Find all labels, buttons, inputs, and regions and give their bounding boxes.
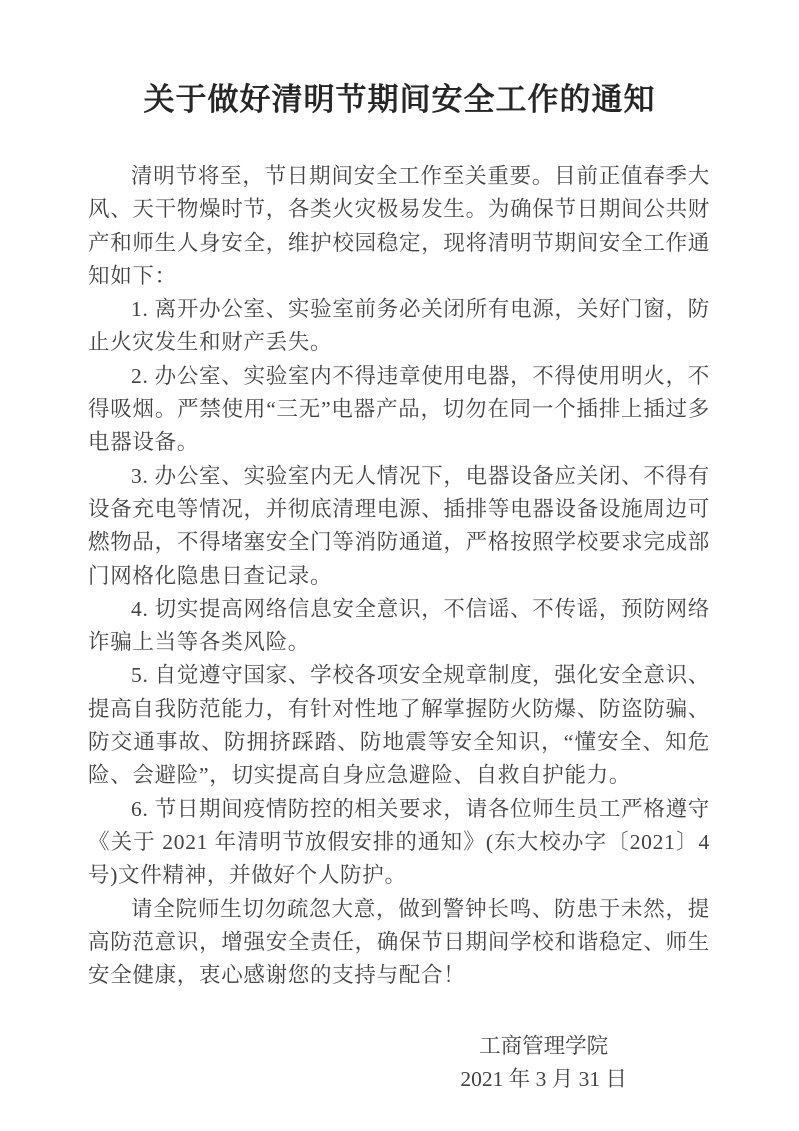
signature-unit: 工商管理学院 [479, 1034, 609, 1059]
notice-item-2: 2. 办公室、实验室内不得违章使用电器，不得使用明火，不得吸烟。严禁使用“三无”电器产品，切勿在同一个插排上插过多电器设备。 [88, 363, 710, 455]
notice-item-4: 4. 切实提高网络信息安全意识，不信谣、不传谣，预防网络诈骗上当等各类风险。 [88, 596, 710, 655]
notice-body [88, 160, 710, 992]
notice-item-5: 5. 自觉遵守国家、学校各项安全规章制度，强化安全意识、提高自我防范能力，有针对性地了解掌握防火防爆、防盗防骗、防交通事故、防拥挤踩踏、防地震等安全知识，“懂安全、知危险、会避险”，切实提高自身应急避险、自救自护能力。 [88, 663, 710, 788]
notice-title: 关于做好清明节期间安全工作的通知 [143, 82, 656, 117]
notice-item-3: 3. 办公室、实验室内无人情况下，电器设备应关闭、不得有设备充电等情况，并彻底清理电源、插排等电器设备设施周边可燃物品，不得堵塞安全门等消防通道，严格按照学校要求完成部门网格化隐患日查记录。 [88, 463, 710, 588]
notice-item-1: 1. 离开办公室、实验室前务必关闭所有电源，关好门窗，防止火灾发生和财产丢失。 [88, 297, 710, 355]
signature-block [460, 1030, 627, 1096]
paragraph-closing: 请全院师生切勿疏忽大意，做到警钟长鸣、防患于未然，提高防范意识，增强安全责任，确保节日期间学校和谐稳定、师生安全健康，衷心感谢您的支持与配合！ [88, 896, 710, 988]
notice-item-6: 6. 节日期间疫情防控的相关要求，请各位师生员工严格遵守《关于 2021 年清明节放假安排的通知》(东大校办字〔2021〕4 号)文件精神，并做好个人防护。 [88, 796, 710, 888]
paragraph-intro: 清明节将至，节日期间安全工作至关重要。目前正值春季大风、天干物燥时节，各类火灾极易发生。为确保节日期间公共财产和师生人身安全，维护校园稳定，现将清明节期间安全工作通知如下： [88, 164, 710, 288]
signature-date: 2021 年 3 月 31 日 [460, 1067, 627, 1092]
